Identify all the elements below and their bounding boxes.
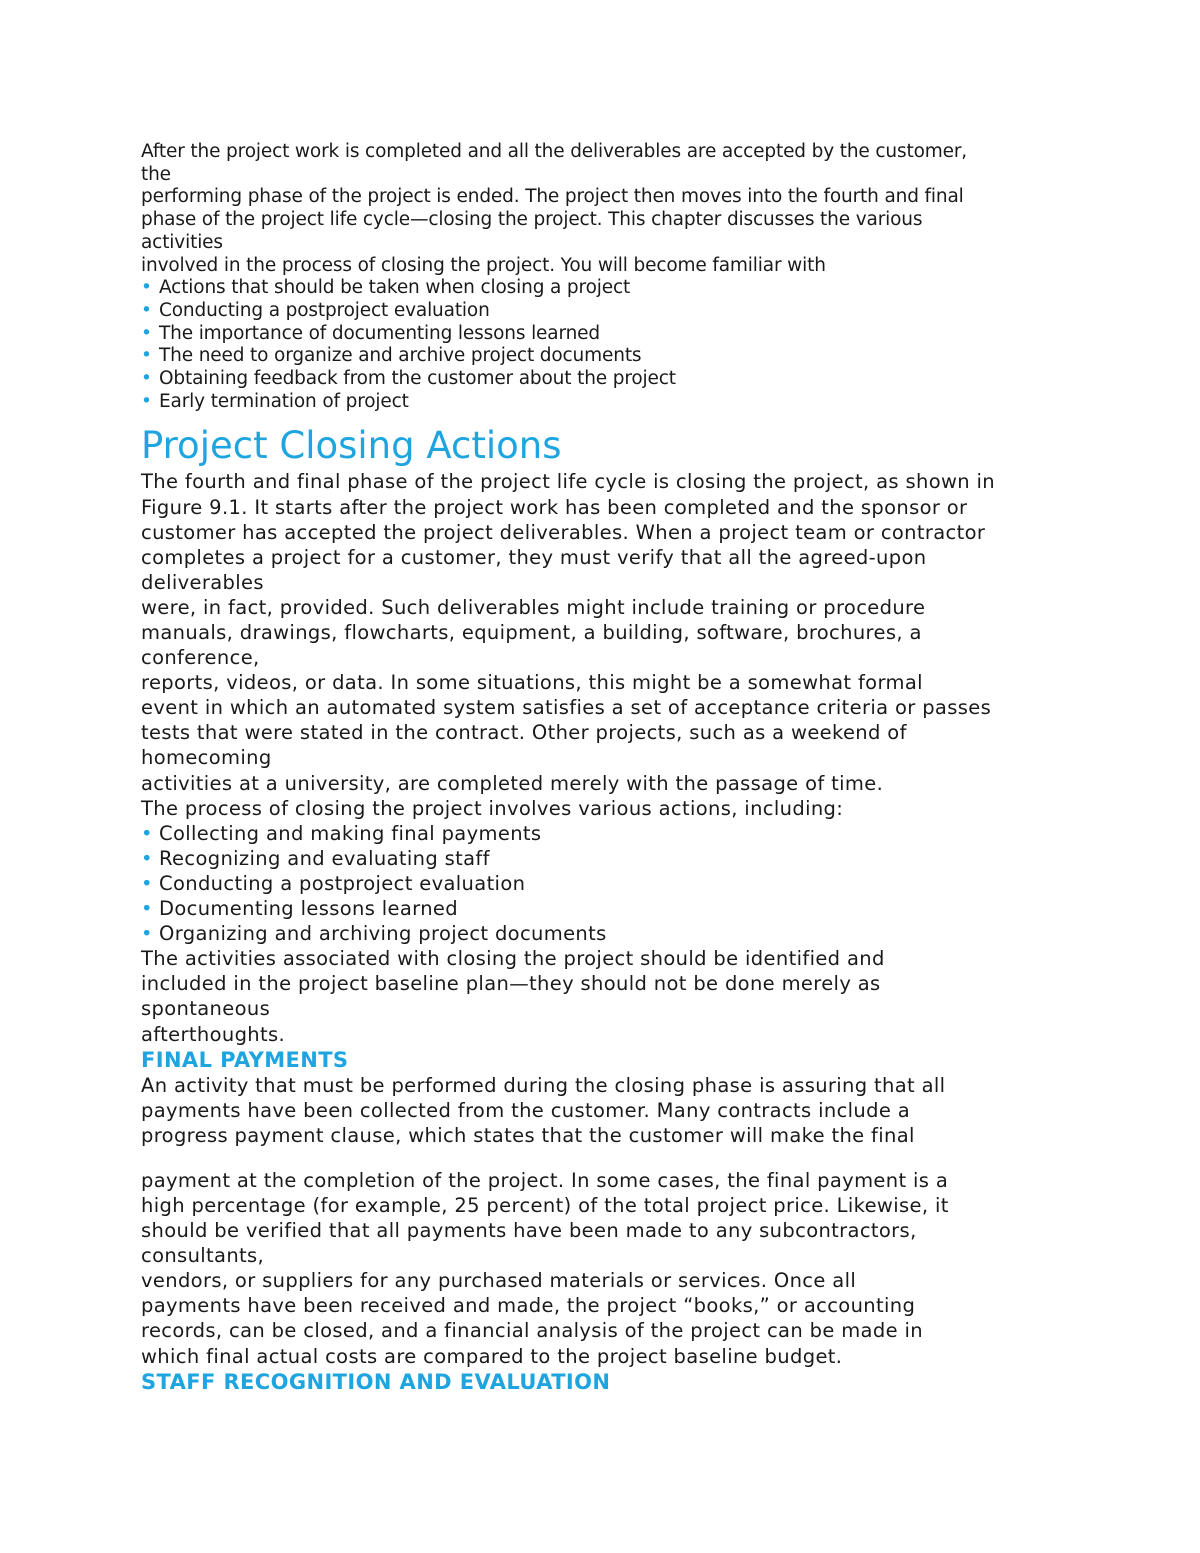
list-item: • Conducting a postproject evaluation	[141, 299, 490, 321]
paragraph-line: spontaneous	[141, 997, 271, 1021]
list-item: • Organizing and archiving project documents	[141, 922, 607, 946]
list-item: • Documenting lessons learned	[141, 897, 458, 921]
intro-line: the	[141, 163, 171, 185]
bullet-icon: •	[141, 322, 152, 344]
list-item: • Conducting a postproject evaluation	[141, 871, 526, 895]
list-item: • The importance of documenting lessons learned	[141, 322, 601, 344]
list-item: • Actions that should be taken when closing a project	[141, 277, 631, 299]
paragraph-line: afterthoughts.	[141, 1022, 286, 1046]
intro-line: involved in the process of closing the project. You will become familiar with	[141, 254, 826, 276]
intro-line: phase of the project life cycle—closing the project. This chapter discusses the various	[141, 209, 923, 231]
paragraph-line: vendors, or suppliers for any purchased materials or services. Once all	[141, 1269, 857, 1293]
document-content	[141, 141, 1061, 1395]
bullet-icon: •	[141, 299, 152, 321]
paragraph-line: reports, videos, or data. In some situations, this might be a somewhat formal	[141, 671, 923, 695]
bullet-icon: •	[141, 821, 153, 845]
paragraph-line: event in which an automated system satisfies a set of acceptance criteria or passes	[141, 696, 992, 720]
paragraph-line: deliverables	[141, 570, 264, 594]
paragraph-line: payments have been received and made, the project “books,” or accounting	[141, 1294, 916, 1318]
paragraph-line: should be verified that all payments have been made to any subcontractors,	[141, 1219, 917, 1243]
paragraph-line: payments have been collected from the customer. Many contracts include a	[141, 1098, 911, 1122]
paragraph-line: completes a project for a customer, they must verify that all the agreed-upon	[141, 545, 927, 569]
intro-line: After the project work is completed and all the deliverables are accepted by the customer,	[141, 141, 968, 162]
bullet-icon: •	[141, 846, 153, 870]
list-item: • Collecting and making final payments	[141, 821, 542, 845]
list-item: • The need to organize and archive project documents	[141, 345, 642, 367]
bullet-icon: •	[141, 277, 152, 299]
paragraph-line: manuals, drawings, flowcharts, equipment, a building, software, brochures, a	[141, 621, 922, 644]
list-item: • Obtaining feedback from the customer about the project	[141, 368, 676, 390]
paragraph-line: Figure 9.1. It starts after the project work has been completed and the sponsor or	[141, 495, 968, 519]
bullet-icon: •	[141, 368, 152, 390]
list-item: • Recognizing and evaluating staff	[141, 846, 490, 870]
bullet-icon: •	[141, 897, 153, 921]
final-payments-heading: FINAL PAYMENTS	[141, 1047, 349, 1072]
bullet-icon: •	[141, 345, 152, 367]
staff-recognition-heading: STAFF RECOGNITION AND EVALUATION	[141, 1369, 611, 1394]
paragraph-line: were, in fact, provided. Such deliverables might include training or procedure	[141, 595, 926, 619]
paragraph-line: high percentage (for example, 25 percent) of the total project price. Likewise, it	[141, 1193, 949, 1217]
intro-line: performing phase of the project is ended. The project then moves into the fourth and final	[141, 186, 964, 208]
paragraph-line: included in the project baseline plan—they should not be done merely as	[141, 972, 881, 996]
paragraph-line: The process of closing the project involves various actions, including:	[141, 796, 844, 820]
paragraph-line: which final actual costs are compared to the project baseline budget.	[141, 1344, 843, 1368]
bullet-icon: •	[141, 871, 153, 895]
section-heading: Project Closing Actions	[141, 424, 562, 468]
bullet-icon: •	[141, 922, 153, 946]
paragraph-line: The activities associated with closing the project should be identified and	[141, 947, 885, 971]
paragraph-line: progress payment clause, which states that the customer will make the final	[141, 1123, 915, 1147]
paragraph-line: The fourth and final phase of the project life cycle is closing the project, as shown in	[141, 470, 996, 494]
bullet-icon: •	[141, 390, 152, 412]
paragraph-gap	[141, 1148, 1061, 1168]
intro-block	[141, 141, 1061, 413]
section-body	[141, 469, 1061, 1394]
paragraph-line: records, can be closed, and a financial analysis of the project can be made in	[141, 1319, 923, 1343]
paragraph-line: customer has accepted the project deliverables. When a project team or contractor	[141, 520, 986, 544]
paragraph-line: payment at the completion of the project. In some cases, the final payment is a	[141, 1168, 949, 1192]
paragraph-line: conference,	[141, 646, 260, 670]
paragraph-line: activities at a university, are completed merely with the passage of time.	[141, 771, 884, 795]
list-item: • Early termination of project	[141, 390, 409, 412]
paragraph-line: consultants,	[141, 1244, 265, 1268]
paragraph-line: An activity that must be performed during the closing phase is assuring that all	[141, 1073, 946, 1097]
paragraph-line: tests that were stated in the contract. Other projects, such as a weekend of	[141, 721, 907, 745]
paragraph-line: homecoming	[141, 746, 272, 770]
intro-line: activities	[141, 231, 223, 253]
